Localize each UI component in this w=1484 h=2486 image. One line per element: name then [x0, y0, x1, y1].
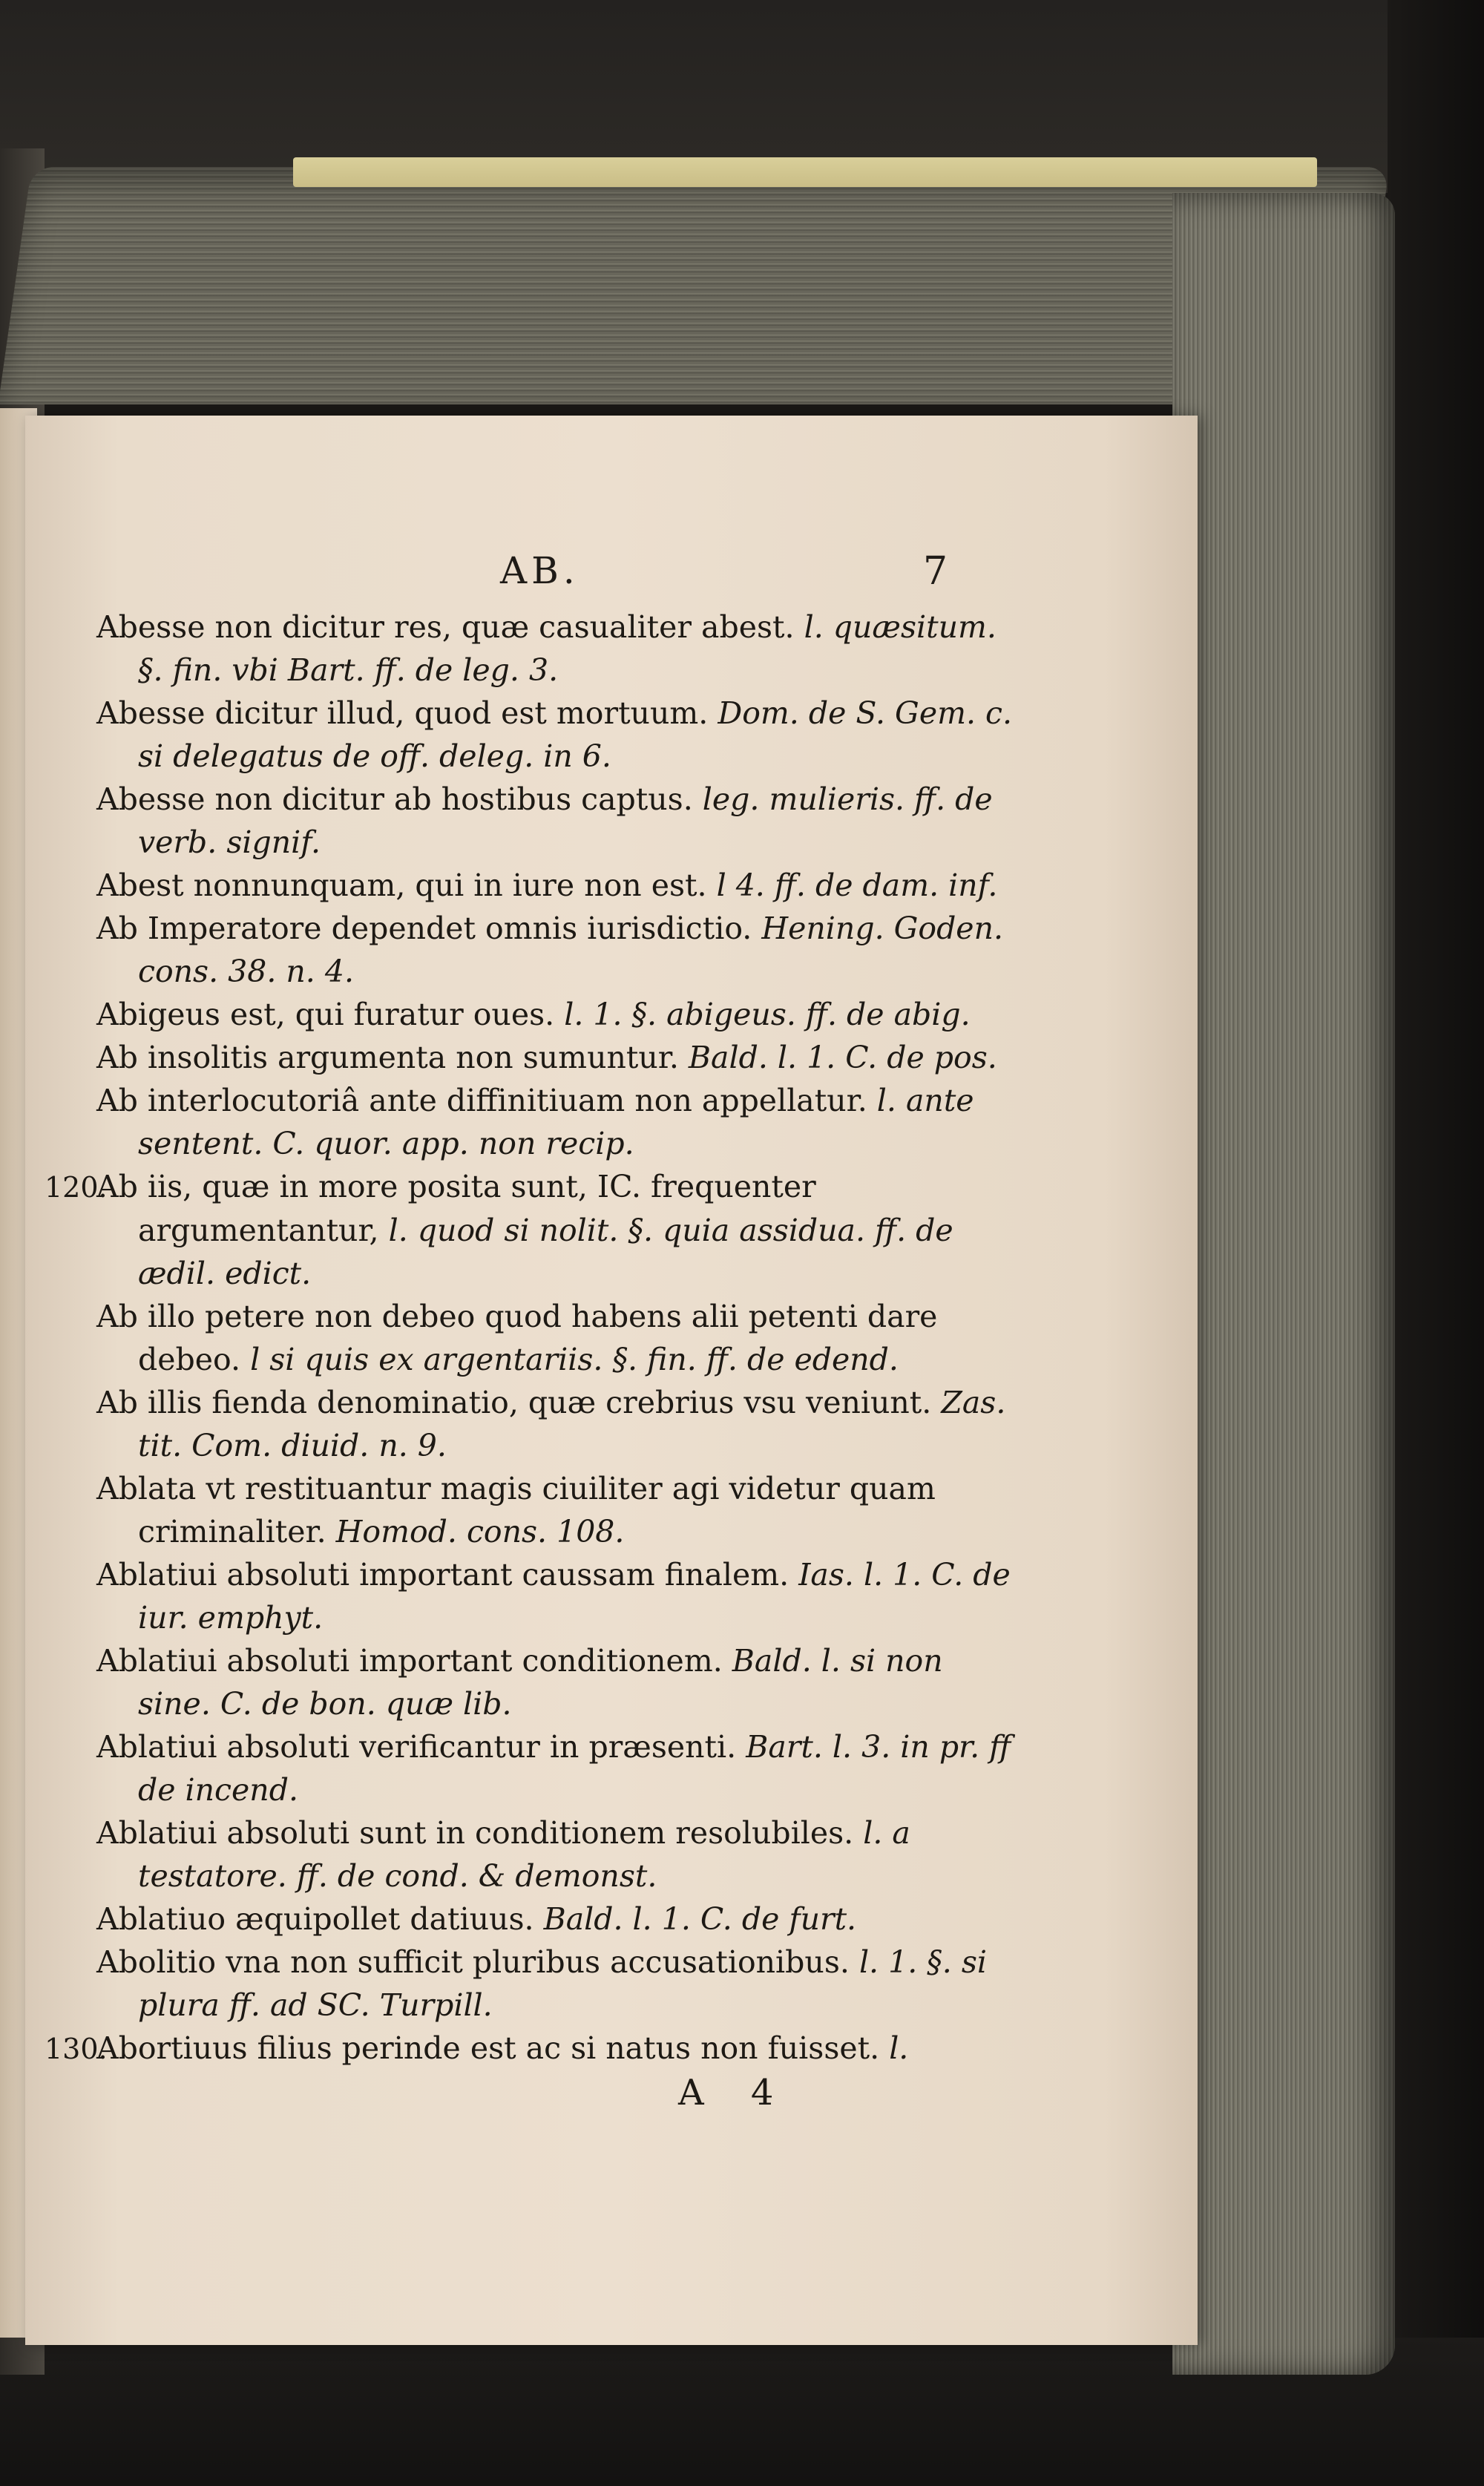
- entry: [96, 1725, 1017, 1811]
- book-side-page-edges: [1172, 193, 1395, 2375]
- entry-citation: l. ante sentent. C. quor. app. non recip.: [138, 1083, 974, 1161]
- entry-citation: l si quis ex argentariis. §. fin. ff. de edend.: [250, 1342, 899, 1377]
- page-number: 7: [923, 549, 948, 594]
- entry-text: Abolitio vna non sufficit pluribus accusationibus.: [96, 1944, 859, 1980]
- entry: [96, 1079, 1017, 1165]
- entry: [96, 907, 1017, 993]
- entry-text: Abesse non dicitur res, quæ casualiter abest.: [96, 609, 804, 645]
- entry-text: Ablatiui absoluti sunt in conditionem resolubiles.: [96, 1815, 864, 1851]
- entry-text: Ab illo petere non debeo quod habens alii petenti dare debeo.: [96, 1299, 938, 1377]
- entry-text: Abest nonnunquam, qui in iure non est.: [96, 868, 717, 903]
- entry: [96, 1036, 1017, 1079]
- entry-text: Ablatiui absoluti important caussam finalem.: [96, 1557, 799, 1593]
- entry: [96, 778, 1017, 864]
- entry-citation: l. 1. §. abigeus. ff. de abig.: [564, 997, 971, 1032]
- entry: [96, 1467, 1017, 1553]
- entry-text: Ab iis, quæ in more posita sunt, IC. frequenter argumentantur,: [96, 1169, 816, 1248]
- entry-number: 120.: [45, 1171, 108, 1204]
- entry-citation: l.: [889, 2030, 909, 2066]
- entry-list: [45, 606, 1017, 2070]
- entry: [96, 1811, 1017, 1898]
- entry-text: Abesse non dicitur ab hostibus captus.: [96, 781, 703, 817]
- entry: [96, 1941, 1017, 2027]
- entry: [45, 1165, 1017, 1295]
- entry-number: 130.: [45, 2033, 108, 2065]
- backdrop-right: [1388, 0, 1484, 2486]
- entry-text: Ablatiuo æquipollet datiuus.: [96, 1901, 544, 1937]
- entry: [45, 2027, 1017, 2070]
- entry-text: Abesse dicitur illud, quod est mortuum.: [96, 695, 718, 731]
- entry-citation: l. quæsitum. §. fin. vbi Bart. ff. de leg. 3.: [138, 609, 997, 688]
- entry: [96, 692, 1017, 778]
- entry: [96, 993, 1017, 1036]
- entry-citation: Bald. l. 1. C. de pos.: [688, 1040, 997, 1075]
- entry: [96, 1898, 1017, 1941]
- entry: [96, 1553, 1017, 1639]
- entry-citation: l 4. ff. de dam. inf.: [716, 868, 998, 903]
- entry-citation: Ias. l. 1. C. de iur. emphyt.: [138, 1557, 1011, 1636]
- entry-citation: leg. mulieris. ff. de verb. signif.: [138, 781, 993, 860]
- entry-citation: Bart. l. 3. in pr. ff de incend.: [138, 1729, 1011, 1808]
- entry-text: Ablata vt restituantur magis ciuiliter agi videtur quam criminaliter.: [96, 1471, 936, 1549]
- entry: [96, 1381, 1017, 1467]
- running-head: AB.: [500, 549, 580, 592]
- entry-text: Ab illis fienda denominatio, quæ crebrius vsu veniunt.: [96, 1385, 942, 1420]
- entry-text: Abortiuus filius perinde est ac si natus non fuisset.: [96, 2030, 890, 2066]
- entry: [96, 1639, 1017, 1725]
- entry-citation: Bald. l. 1. C. de furt.: [543, 1901, 857, 1937]
- entry-citation: Homod. cons. 108.: [335, 1514, 625, 1549]
- paper-bookmark-strip: [293, 157, 1317, 187]
- signature-mark: A 4: [678, 2072, 792, 2113]
- page-header: [25, 549, 1198, 609]
- entry-text: Ab interlocutoriâ ante diffinitiuam non appellatur.: [96, 1083, 877, 1118]
- entry-citation: Dom. de S. Gem. c. si delegatus de off. deleg. in 6.: [138, 695, 1013, 774]
- book-page: [25, 416, 1198, 2345]
- entry: [96, 606, 1017, 692]
- entry-citation: l. a testatore. ff. de cond. & demonst.: [138, 1815, 910, 1894]
- entry-citation: Zas. tit. Com. diuid. n. 9.: [138, 1385, 1006, 1463]
- entry-citation: Hening. Goden. cons. 38. n. 4.: [138, 911, 1004, 989]
- entry-citation: Bald. l. si non sine. C. de bon. quæ lib.: [138, 1643, 943, 1722]
- entry: [96, 1295, 1017, 1381]
- entry-text: Ablatiui absoluti verificantur in præsenti.: [96, 1729, 746, 1765]
- entry-text: Ablatiui absoluti important conditionem.: [96, 1643, 732, 1679]
- entry-text: Ab insolitis argumenta non sumuntur.: [96, 1040, 689, 1075]
- entry-text: Abigeus est, qui furatur oues.: [96, 997, 565, 1032]
- entry-text: Ab Imperatore dependet omnis iurisdictio.: [96, 911, 762, 946]
- entry: [96, 864, 1017, 907]
- entry-citation: l. 1. §. si plura ff. ad SC. Turpill.: [138, 1944, 987, 2023]
- entry-citation: l. quod si nolit. §. quia assidua. ff. de ædil. edict.: [138, 1213, 953, 1291]
